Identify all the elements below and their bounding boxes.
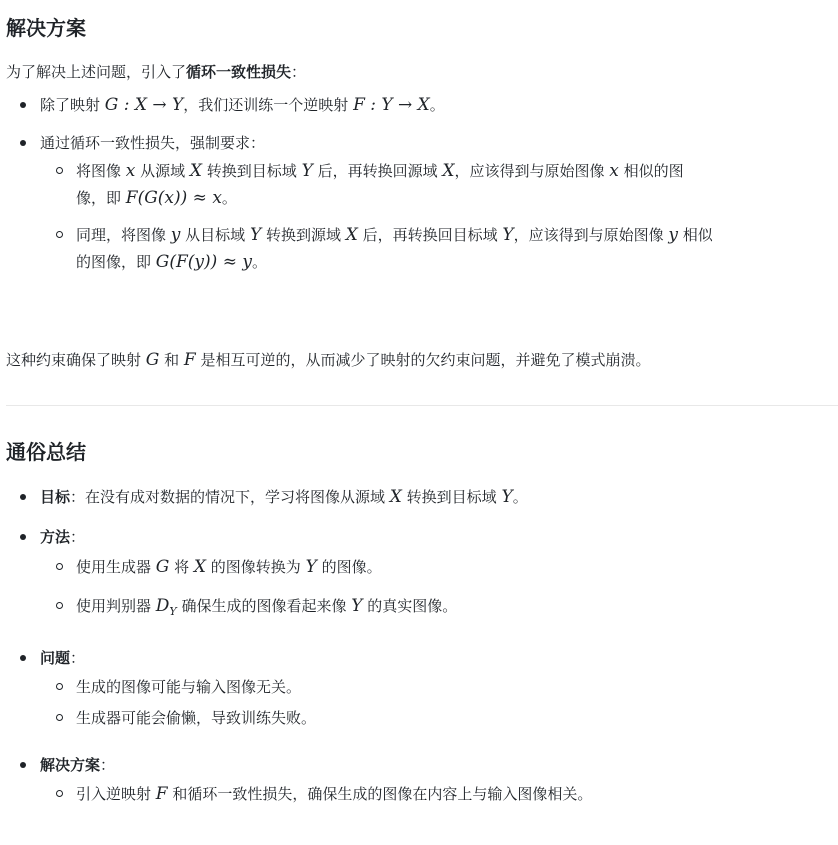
text: 将图像 [76,162,126,180]
sub-list-item: 生成器可能会偷懒，导致训练失败。 [6,705,838,732]
text: 是相互可逆的，从而减少了映射的欠约束问题，并避免了模式崩溃。 [195,351,651,369]
label: 方法 [40,528,71,546]
text: 将 [169,558,194,576]
text: 相似的图 [618,162,684,180]
math: F [155,784,168,804]
math-subscript: Y [169,605,177,618]
text: 这种约束确保了映射 [6,351,146,369]
intro-text: 为了解决上述问题，引入了 [6,63,187,81]
math: X [189,161,203,181]
text: 从目标域 [180,226,250,244]
math: Y [502,225,514,245]
text: 。 [251,253,267,271]
section-title-summary: 通俗总结 [6,440,86,464]
math: G [155,557,170,577]
text: 从源域 [135,162,190,180]
intro-end: ： [291,63,307,81]
text: ： [100,756,116,774]
list-item [6,524,838,625]
text: 和循环一致性损失，确保生成的图像在内容上与输入图像相关。 [167,785,593,803]
math: X [389,487,402,507]
sub-list-item [6,781,838,808]
sub-list-item [6,593,838,625]
text: 像，即 [76,189,126,207]
sub-list [6,781,838,808]
math: y [170,225,181,245]
label: 解决方案 [40,756,101,774]
text: 后，再转换回源域 [312,162,443,180]
sub-list [6,158,838,276]
solution-list [6,92,838,276]
text: 转换到目标域 [202,162,302,180]
math: x [125,161,136,181]
label: 目标 [40,488,71,506]
text: 。 [221,189,237,207]
sub-list-item [6,222,838,276]
text: ：在没有成对数据的情况下，学习将图像从源域 [70,488,390,506]
sub-list [6,554,838,625]
text: 的图像转换为 [206,558,306,576]
text: 。 [512,488,528,506]
math: Y [351,596,363,616]
text: ，我们还训练一个逆映射 [183,96,354,114]
intro-paragraph [6,60,306,84]
divider [6,405,838,406]
line [76,185,838,212]
text: 通过循环一致性损失，强制要求： [40,134,266,152]
sub-list-item [6,554,838,581]
math: X [193,557,207,577]
text: ，应该得到与原始图像 [454,162,610,180]
summary-list [6,484,838,808]
text: 引入逆映射 [76,785,156,803]
math: Y [249,225,262,245]
list-item [6,130,838,276]
intro-bold: 循环一致性损失 [186,63,292,81]
math: Y [501,487,513,507]
list-item [6,484,838,510]
section-title-solution: 解决方案 [6,16,86,40]
text: 转换到目标域 [401,488,502,506]
text: 使用生成器 [76,558,156,576]
text: 和 [159,351,184,369]
math: D [155,596,170,616]
math: y [668,225,678,245]
text: ，应该得到与原始图像 [513,226,669,244]
list-item [6,645,838,732]
text: 转换到源域 [261,226,346,244]
text: 的图像，即 [76,253,156,271]
text: ： [70,528,86,546]
text: 同理，将图像 [76,226,171,244]
list-item [6,752,838,808]
sub-list-item [6,158,838,212]
math: F(G(x)) ≈ x [125,188,222,208]
text: ： [70,649,86,667]
text: 使用判别器 [76,597,156,615]
math: x [609,161,619,181]
math: F [183,350,196,370]
conclusion-paragraph [6,348,651,372]
math: G [145,350,160,370]
math: Y [305,557,317,577]
list-item [6,92,838,118]
text: 。 [429,96,445,114]
text: 的图像。 [316,558,382,576]
sub-list [6,674,838,732]
text: 相似 [678,226,713,244]
math: X [442,161,455,181]
math: G : X → Y [104,95,184,115]
math: G(F(y)) ≈ y [155,252,252,272]
text: 的真实图像。 [362,597,458,615]
text: 确保生成的图像看起来像 [176,597,352,615]
label: 问题 [40,649,71,667]
math: X [345,225,358,245]
text: 后，再转换回目标域 [357,226,503,244]
sub-list-item: 生成的图像可能与输入图像无关。 [6,674,838,701]
math: F : Y → X [353,95,430,115]
text: 除了映射 [40,96,105,114]
line [76,158,838,185]
line [76,222,838,249]
math: Y [301,161,313,181]
line [76,249,838,276]
